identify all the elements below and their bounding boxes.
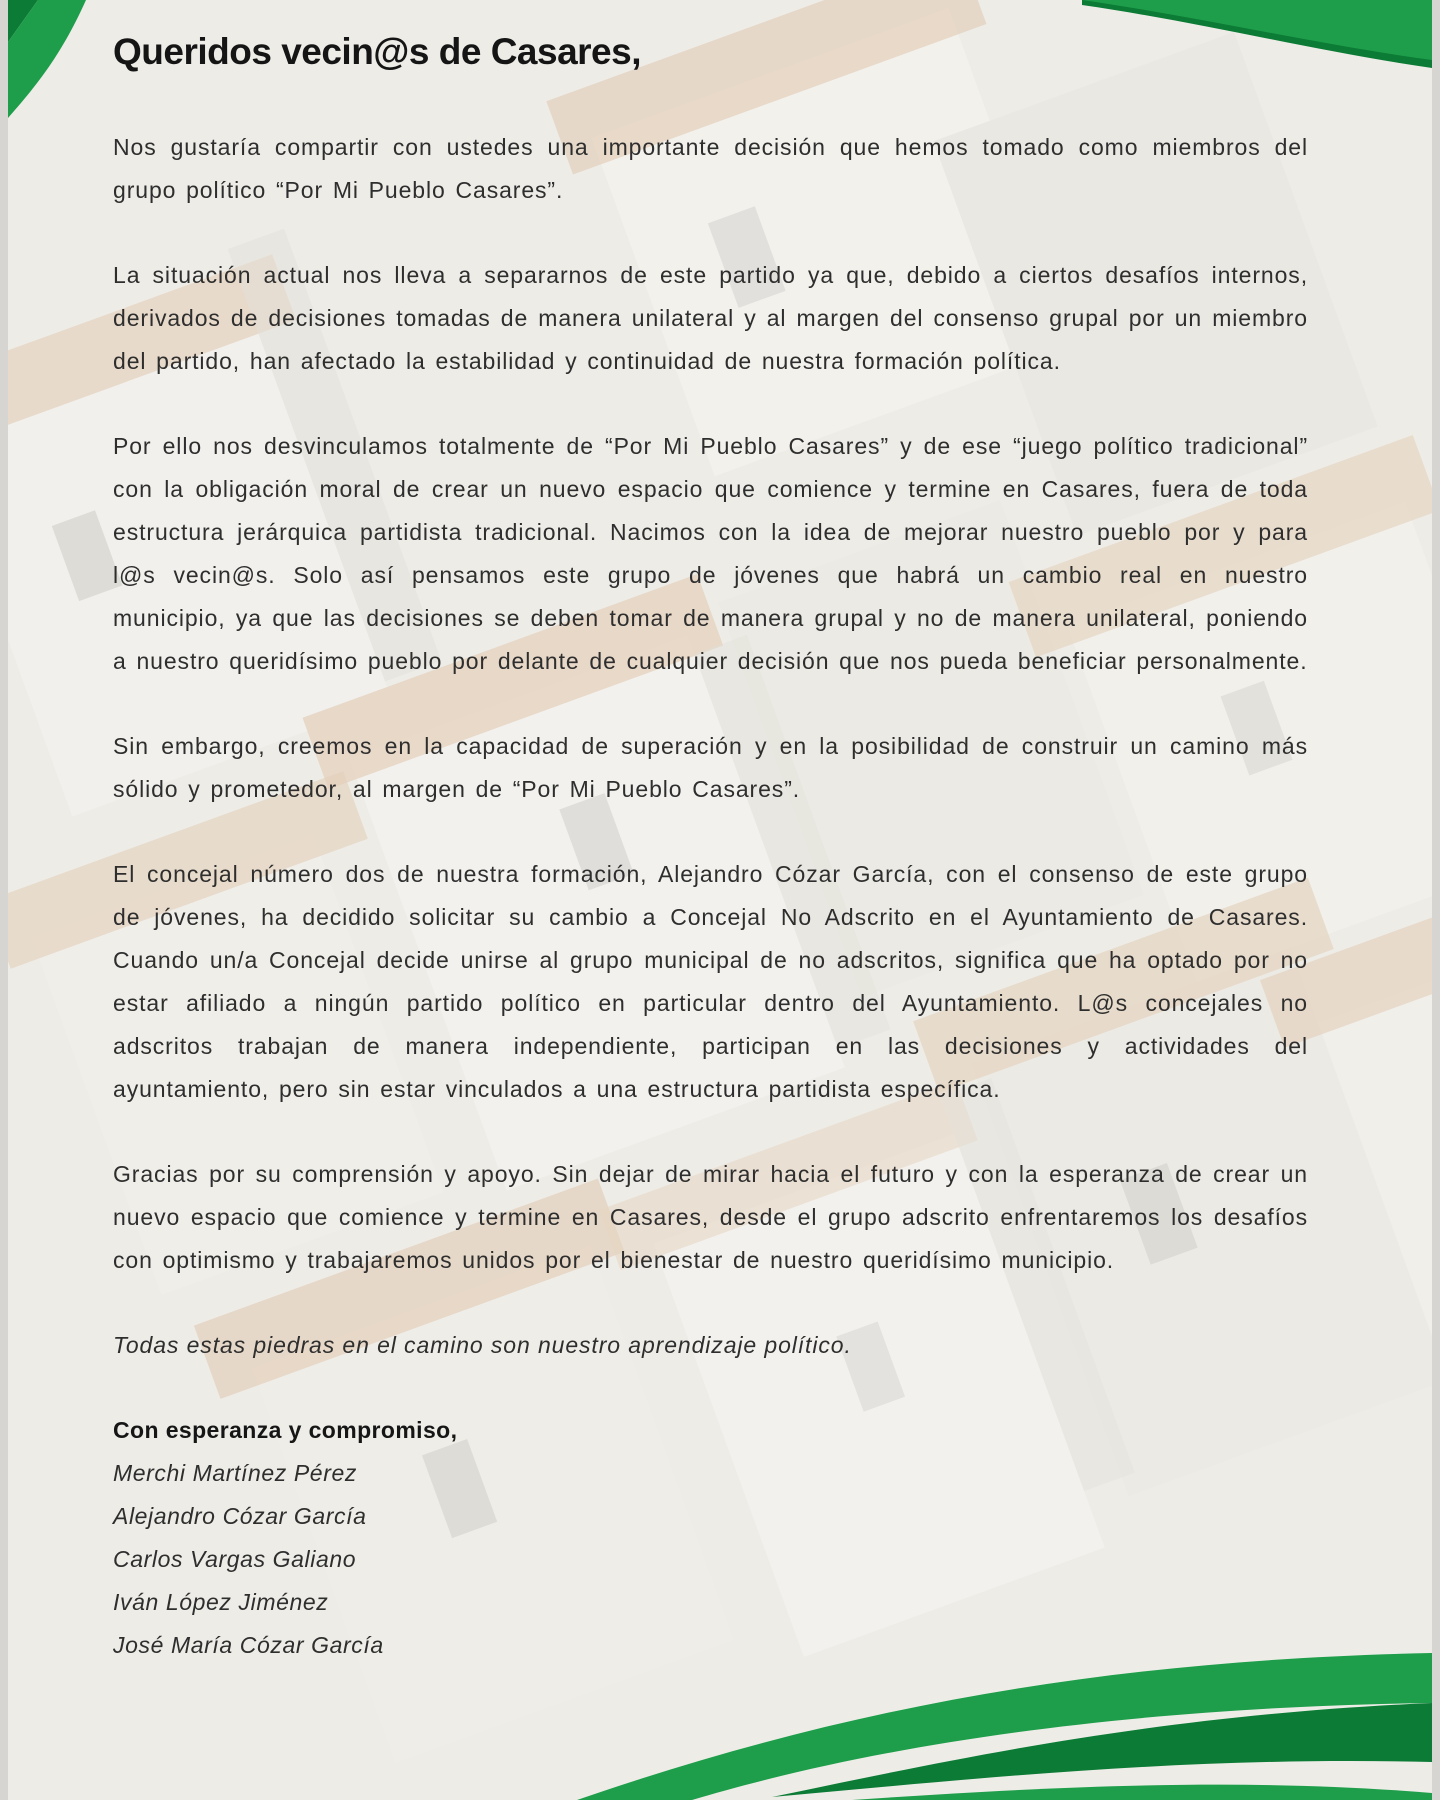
signatory-name: Iván López Jiménez (113, 1589, 329, 1615)
top-right-corner-swoosh (1082, 0, 1432, 75)
paragraph-3: Por ello nos desvinculamos totalmente de “Por Mi Pueblo Casares” y de ese “juego político tradicional” con la obligación moral de crear un nuevo espacio que comience y termine en Casares, fuera de toda estructura jerárquica partidista tradicional. Nacimos con la idea de mejorar nuestro pueblo por y para l@s vecin@s. Solo así pensamos este grupo de jóvenes que habrá un cambio real en nuestro municipio, ya que las decisiones se deben tomar de manera grupal y no de manera unilateral, poniendo a nuestro queridísimo pueblo por delante de cualquier decisión que nos pueda beneficiar personalmente. (113, 433, 1308, 674)
signatory-name: Merchi Martínez Pérez (113, 1460, 357, 1486)
page-right-edge (1432, 0, 1440, 1800)
paragraph-5: El concejal número dos de nuestra formación, Alejandro Cózar García, con el consenso de este grupo de jóvenes, ha decidido solicitar su cambio a Concejal No Adscrito en el Ayuntamiento de Casares. Cuando un/a Concejal decide unirse al grupo municipal de no adscritos, significa que ha optado por no estar afiliado a ningún partido político en particular dentro del Ayuntamiento. L@s concejales no adscritos trabajan de manera independiente, participan en las decisiones y actividades del ayuntamiento, pero sin estar vinculados a una estructura partidista específica. (113, 861, 1308, 1102)
signatory-name: Carlos Vargas Galiano (113, 1546, 357, 1572)
paragraph-2: La situación actual nos lleva a separarnos de este partido ya que, debido a ciertos desafíos internos, derivados de decisiones tomadas de manera unilateral y al margen del consenso grupal por un miembro del partido, han afectado la estabilidad y continuidad de nuestra formación política. (113, 262, 1308, 374)
signatory-name: Alejandro Cózar García (113, 1503, 367, 1529)
page-left-edge (0, 0, 8, 1800)
signatory-name: José María Cózar García (113, 1632, 384, 1658)
letter-title: Queridos vecin@s de Casares, (113, 31, 641, 72)
paragraph-1: Nos gustaría compartir con ustedes una importante decisión que hemos tomado como miembros del grupo político “Por Mi Pueblo Casares”. (113, 134, 1308, 203)
bottom-right-waves (552, 1550, 1432, 1800)
top-left-corner-swoosh (8, 0, 128, 125)
wave-bright-bottom (852, 1785, 1432, 1800)
paragraph-4: Sin embargo, creemos en la capacidad de superación y en la posibilidad de construir un camino más sólido y prometedor, al margen de “Por Mi Pueblo Casares”. (113, 733, 1308, 802)
closing-quote: Todas estas piedras en el camino son nuestro aprendizaje político. (113, 1332, 852, 1358)
closing-salutation: Con esperanza y compromiso, (113, 1417, 458, 1443)
paragraph-6: Gracias por su comprensión y apoyo. Sin dejar de mirar hacia el futuro y con la esperanza de crear un nuevo espacio que comience y termine en Casares, desde el grupo adscrito enfrentaremos los desafíos con optimismo y trabajaremos unidos por el bienestar de nuestro queridísimo municipio. (113, 1161, 1308, 1273)
